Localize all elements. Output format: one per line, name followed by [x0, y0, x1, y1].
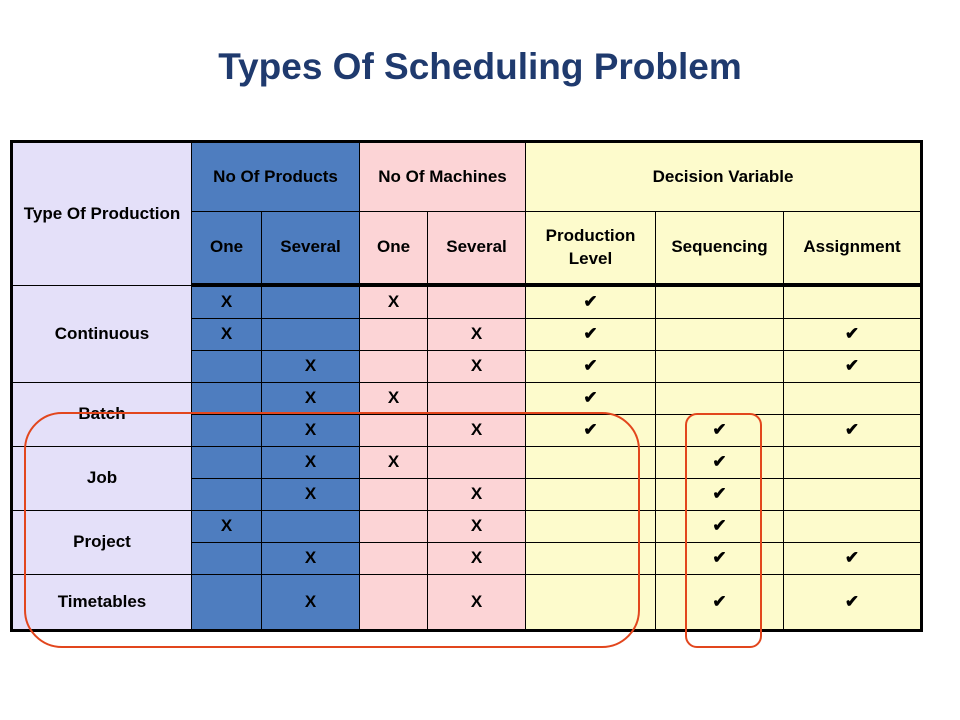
cell-assignment [784, 479, 922, 511]
cell-sequencing [656, 383, 784, 415]
cell-products-one [192, 447, 262, 479]
cell-machines-several: X [428, 415, 526, 447]
cell-production-level [526, 479, 656, 511]
group-label-batch: Batch [12, 383, 192, 447]
cell-machines-one [360, 415, 428, 447]
cell-products-several [262, 285, 360, 319]
cell-products-one [192, 575, 262, 631]
cell-machines-one [360, 511, 428, 543]
cell-sequencing: ✔ [656, 415, 784, 447]
header-assignment: Assignment [784, 212, 922, 286]
table-row [12, 575, 922, 631]
cell-products-several: X [262, 543, 360, 575]
cell-products-several: X [262, 447, 360, 479]
cell-production-level [526, 511, 656, 543]
group-label-job: Job [12, 447, 192, 511]
cell-products-several [262, 319, 360, 351]
cell-products-one [192, 479, 262, 511]
cell-machines-several [428, 285, 526, 319]
header-no-of-machines: No Of Machines [360, 142, 526, 212]
cell-products-one: X [192, 285, 262, 319]
cell-production-level: ✔ [526, 319, 656, 351]
cell-machines-one: X [360, 447, 428, 479]
cell-assignment: ✔ [784, 351, 922, 383]
cell-machines-several: X [428, 319, 526, 351]
cell-machines-several: X [428, 543, 526, 575]
cell-production-level [526, 575, 656, 631]
cell-machines-several: X [428, 479, 526, 511]
cell-sequencing [656, 285, 784, 319]
table-row [12, 383, 922, 415]
cell-production-level [526, 543, 656, 575]
cell-machines-one [360, 479, 428, 511]
cell-sequencing: ✔ [656, 479, 784, 511]
cell-assignment: ✔ [784, 415, 922, 447]
cell-machines-one: X [360, 383, 428, 415]
cell-machines-several [428, 383, 526, 415]
header-production-level: Production Level [526, 212, 656, 286]
page-title: Types Of Scheduling Problem [218, 46, 742, 87]
cell-products-one [192, 383, 262, 415]
cell-products-several [262, 511, 360, 543]
cell-assignment [784, 383, 922, 415]
cell-production-level [526, 447, 656, 479]
header-machines-several: Several [428, 212, 526, 286]
group-label-project: Project [12, 511, 192, 575]
table-row [12, 447, 922, 479]
cell-machines-one [360, 319, 428, 351]
header-machines-one: One [360, 212, 428, 286]
cell-assignment [784, 447, 922, 479]
cell-machines-one [360, 543, 428, 575]
cell-assignment: ✔ [784, 319, 922, 351]
cell-products-one [192, 351, 262, 383]
cell-machines-one [360, 351, 428, 383]
header-no-of-products: No Of Products [192, 142, 360, 212]
scheduling-table [10, 140, 923, 632]
cell-products-several: X [262, 479, 360, 511]
group-label-continuous: Continuous [12, 285, 192, 383]
cell-assignment [784, 285, 922, 319]
group-label-timetables: Timetables [12, 575, 192, 631]
cell-sequencing: ✔ [656, 447, 784, 479]
cell-sequencing: ✔ [656, 575, 784, 631]
header-type-of-production: Type Of Production [12, 142, 192, 286]
table-row [12, 285, 922, 319]
cell-products-several: X [262, 383, 360, 415]
header-decision-variable: Decision Variable [526, 142, 922, 212]
header-products-one: One [192, 212, 262, 286]
cell-products-several: X [262, 415, 360, 447]
cell-sequencing: ✔ [656, 543, 784, 575]
cell-machines-one: X [360, 285, 428, 319]
cell-machines-one [360, 575, 428, 631]
header-sequencing: Sequencing [656, 212, 784, 286]
cell-products-several: X [262, 351, 360, 383]
cell-sequencing [656, 351, 784, 383]
cell-machines-several [428, 447, 526, 479]
cell-assignment: ✔ [784, 543, 922, 575]
cell-products-one: X [192, 511, 262, 543]
cell-production-level: ✔ [526, 383, 656, 415]
cell-machines-several: X [428, 511, 526, 543]
cell-sequencing: ✔ [656, 511, 784, 543]
cell-assignment [784, 511, 922, 543]
cell-production-level: ✔ [526, 415, 656, 447]
cell-sequencing [656, 319, 784, 351]
header-products-several: Several [262, 212, 360, 286]
table-row [12, 511, 922, 543]
cell-products-several: X [262, 575, 360, 631]
cell-production-level: ✔ [526, 351, 656, 383]
cell-products-one: X [192, 319, 262, 351]
cell-products-one [192, 543, 262, 575]
cell-machines-several: X [428, 575, 526, 631]
cell-products-one [192, 415, 262, 447]
cell-assignment: ✔ [784, 575, 922, 631]
cell-machines-several: X [428, 351, 526, 383]
cell-production-level: ✔ [526, 285, 656, 319]
